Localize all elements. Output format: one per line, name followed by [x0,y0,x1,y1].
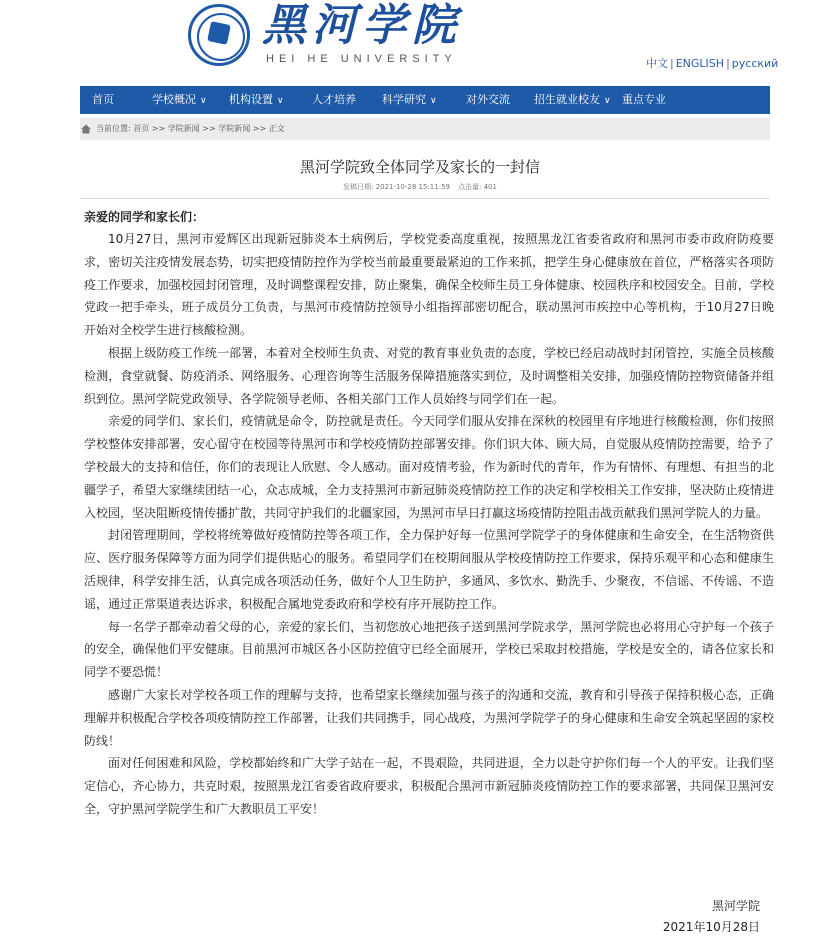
publish-date: 发稿日期: 2021-10-28 15:11:59 [343,183,450,191]
nav-item-home[interactable] [92,86,114,114]
article-paragraph: 面对任何困难和风险，学校都始终和广大学子站在一起，不畏艰险，共同进退，全力以赴守护你们每一个人的平安。让我们坚定信心，齐心协力，共克时艰，按照黑龙江省委省政府要求，积极配合黑河市新冠肺炎疫情防控工作的要求部署，共同保卫黑河安全，守护黑河学院学生和广大教职员工平安！ [84,756,774,816]
nav-item-label: 科学研究 [382,93,426,106]
nav-item-label: 机构设置 [229,93,273,106]
nav-item-organization[interactable] [229,86,284,114]
language-switcher [646,57,779,71]
chevron-down-icon: ∨ [200,96,207,106]
article-paragraph: 根据上级防疫工作统一部署，本着对全校师生负责、对党的教育事业负责的态度，学校已经启动战时封闭管控，实施全员核酸检测，食堂就餐、防疫消杀、网络服务、心理咨询等生活服务保障措施落实到位，及时调整相关安排，加强疫情防控物资储备并组织到位。黑河学院党政领导、各学院领导老师、各相关部门工作人员始终与同学们在一起。 [84,345,774,406]
article-signature: 黑河学院 [711,899,760,913]
main-nav [80,86,770,114]
article-paragraph: 封闭管理期间，学校将统筹做好疫情防控等各项工作，全力保护好每一位黑河学院学子的身体健康和生命安全，在生活物资供应、医疗服务保障等方面为同学们提供贴心的服务。希望同学们在校期间服从学校疫情防控工作要求，保持乐观平和心态和健康生活规律，科学安排生活，认真完成各项活动任务，做好个人卫生防护，多通风、多饮水、勤洗手、少聚夜，不信谣、不传谣、不造谣，通过正常渠道表达诉求，积极配合属地党委政府和学校有序开展防控工作。 [84,528,774,611]
nav-item-external-exchange[interactable] [466,86,510,114]
nav-item-label: 首页 [92,93,114,106]
nav-item-label: 招生就业校友 [534,93,600,106]
nav-item-talent-training[interactable] [312,86,356,114]
article-paragraph: 亲爱的同学们、家长们，疫情就是命令，防控就是责任。今天同学们服从安排在深秋的校园里有序地进行核酸检测，你们按照学校整体安排部署，安心留守在校园等待黑河市和学校疫情防控部署安排。你们识大体、顾大局，自觉服从疫情防控需要，给予了学校最大的支持和信任，你们的表现让人欣慰、令人感动。面对疫情考验，作为新时代的青年，作为有情怀、有理想、有担当的北疆学子，希望大家继续团结一心，众志成城，全力支持黑河市新冠肺炎疫情防控工作的决定和学校相关工作安排，坚决防止疫情进入校园，坚决阻断疫情传播扩散，共同守护我们的北疆家园，为黑河市早日打赢这场疫情防控阻击战贡献我们黑河学院人的力量。 [84,414,774,520]
article-meta [200,181,640,193]
site-header [0,0,818,86]
home-icon [80,123,92,135]
title-divider [80,198,770,199]
breadcrumb-bar [80,118,770,140]
lang-separator: | [670,57,674,70]
university-seal-logo[interactable] [188,4,250,66]
nav-item-label: 学校概况 [152,93,196,106]
view-count: 点击量: 401 [457,183,497,191]
article-body [84,206,774,821]
nav-item-school-overview[interactable] [152,86,207,114]
article-greeting: 亲爱的同学和家长们： [84,210,205,224]
lang-chinese-link[interactable]: 中文 [646,57,668,70]
chevron-down-icon: ∨ [277,96,284,106]
chevron-down-icon: ∨ [430,96,437,106]
nav-item-key-majors[interactable] [622,86,666,114]
article-title: 黑河学院致全体同学及家长的一封信 [299,158,540,176]
article-date: 2021年10月28日 [662,920,760,934]
lang-english-link[interactable]: ENGLISH [675,57,725,70]
chevron-down-icon: ∨ [604,96,611,106]
nav-item-label: 重点专业 [622,93,666,106]
nav-item-admissions-alumni[interactable] [534,86,611,114]
nav-item-label: 人才培养 [312,93,356,106]
lang-russian-link[interactable]: русский [731,57,779,70]
lang-separator: | [726,57,730,70]
logo-title-en: HEI HE UNIVERSITY [266,53,457,65]
nav-item-label: 对外交流 [466,93,510,106]
nav-item-research[interactable] [382,86,437,114]
article-paragraph: 感谢广大家长对学校各项工作的理解与支持，也希望家长继续加强与孩子的沟通和交流，教育和引导孩子保持积极心态，正确理解并积极配合学校各项疫情防控工作部署，让我们共同携手，同心战疫，为黑河学院学子的身心健康和生命安全筑起坚固的家校防线！ [84,687,774,748]
article-paragraph: 每一名学子都牵动着父母的心，亲爱的家长们，当初您放心地把孩子送到黑河学院求学，黑河学院也必将用心守护每一个孩子的安全，确保他们平安健康。目前黑河市城区各小区防控值守已经全面展开，学校已采取封校措施，学校是安全的，请各位家长和同学不要恐慌！ [84,619,774,680]
article-paragraph: 10月27日，黑河市爱辉区出现新冠肺炎本土病例后，学校党委高度重视，按照黑龙江省委省政府和黑河市委市政府防疫要求，密切关注疫情发展态势，切实把疫情防控作为学校当前最重要最紧迫的工作来抓，把学生身心健康放在首位，严格落实各项防疫工作要求，加强校园封闭管理，及时调整课程安排，防止聚集，确保全校师生员工身体健康、校园秩序和校园安全。目前，学校党政一把手牵头，班子成员分工负责，与黑河市疫情防控领导小组指挥部密切配合，联动黑河市疾控中心等机构，于10月27日晚开始对全校学生进行核酸检测。 [84,232,774,338]
breadcrumb[interactable]: 当前位置: 首页 >> 学院新闻 >> 学院新闻 >> 正文 [96,124,285,133]
logo-title-cn[interactable]: 黑河学院 [262,0,462,51]
